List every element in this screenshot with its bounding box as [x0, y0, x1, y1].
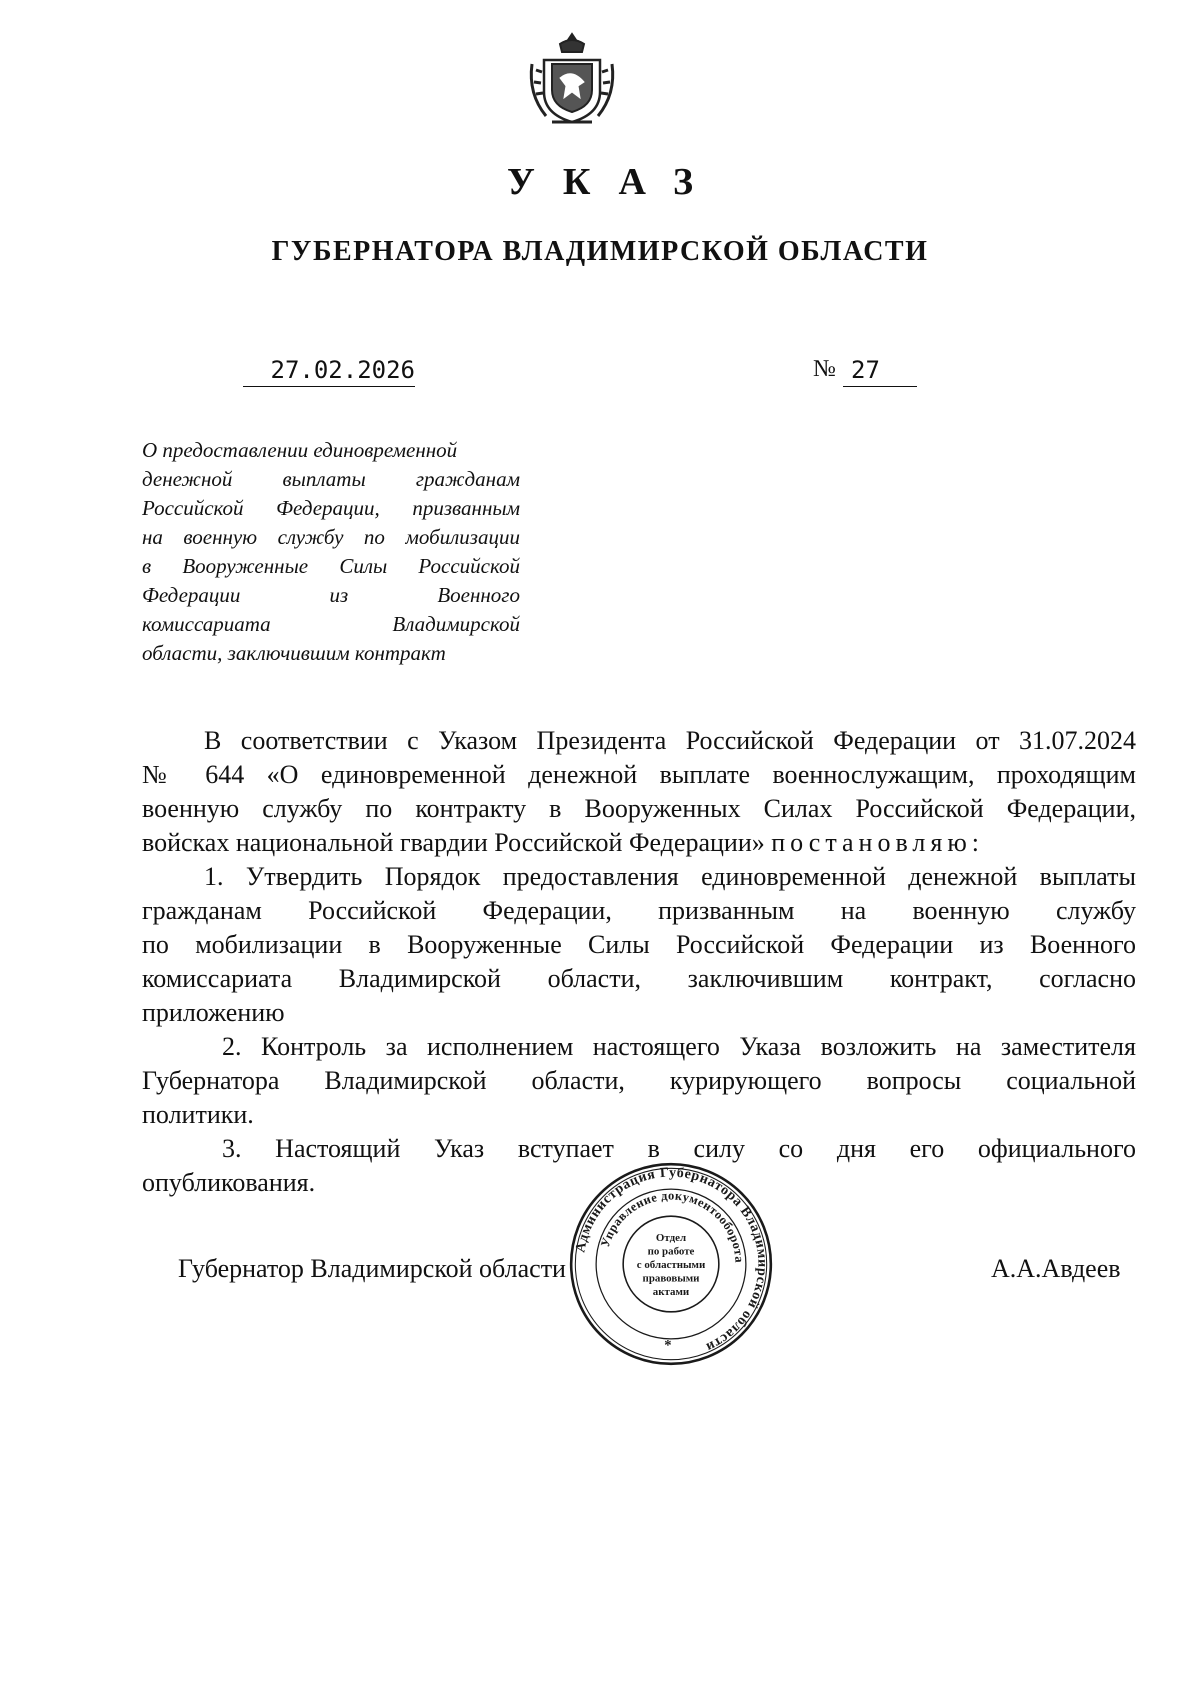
- stamp-center-line: правовыми: [642, 1272, 700, 1285]
- item-1-line: комиссариата Владимирской области, заключившим контракт, согласно: [142, 964, 1136, 993]
- item-1-line: по мобилизации в Вооруженные Силы Российской Федерации из Военного: [142, 930, 1136, 959]
- item-1-line: 1. Утвердить Порядок предоставления единовременной денежной выплаты: [204, 862, 1136, 891]
- heading-line: Российской Федерации, призванным: [142, 496, 520, 520]
- decree-number-label: №: [813, 356, 836, 382]
- document-subtitle: ГУБЕРНАТОРА ВЛАДИМИРСКОЙ ОБЛАСТИ: [271, 236, 929, 267]
- preamble-last-text: войсках национальной гвардии Российской Федерации»: [142, 828, 765, 857]
- decree-heading: [142, 436, 520, 668]
- item-2-line: Губернатора Владимирской области, курирующего вопросы социальной: [142, 1066, 1136, 1095]
- decree-body: [142, 724, 1136, 1200]
- item-1-line: приложению: [142, 998, 285, 1027]
- item-2-line: политики.: [142, 1100, 254, 1129]
- decree-word: постановляю:: [771, 828, 984, 857]
- stamp-star: *: [664, 1337, 672, 1354]
- decree-date: 27.02.2026: [243, 356, 415, 387]
- heading-line: денежной выплаты гражданам: [142, 467, 520, 491]
- heading-line: в Вооруженные Силы Российской: [142, 554, 520, 578]
- item-3-line: 3. Настоящий Указ вступает в силу со дня его официального: [222, 1134, 1136, 1163]
- official-stamp-icon: [567, 1160, 775, 1368]
- preamble-line: В соответствии с Указом Президента Российской Федерации от 31.07.2024: [204, 726, 1136, 755]
- stamp-center-line: с областными: [636, 1259, 706, 1272]
- item-2-line: 2. Контроль за исполнением настоящего Указа возложить на заместителя: [222, 1032, 1136, 1061]
- document-title: УКАЗ: [507, 161, 721, 203]
- decree-number: 27: [843, 356, 917, 387]
- preamble-line: военную службу по контракту в Вооруженных Силах Российской Федерации,: [142, 794, 1136, 823]
- heading-line: комиссариата Владимирской: [142, 612, 520, 636]
- preamble-line: № 644 «О единовременной денежной выплате военнослужащим, проходящим: [142, 760, 1136, 789]
- heading-line: Федерации из Военного: [142, 583, 520, 607]
- stamp-center-line: по работе: [647, 1245, 695, 1258]
- coat-of-arms-icon: [522, 30, 622, 130]
- signature-name: А.А.Авдеев: [991, 1254, 1121, 1283]
- item-1-line: гражданам Российской Федерации, призванным на военную службу: [142, 896, 1136, 925]
- preamble-line: [142, 826, 1136, 860]
- heading-line: О предоставлении единовременной: [142, 438, 458, 462]
- stamp-center-line: актами: [652, 1286, 690, 1299]
- stamp-outer-text: Администрация Губернатора Владимирской области: [572, 1164, 771, 1356]
- stamp-center-line: Отдел: [655, 1232, 687, 1245]
- stamp-inner-text: Управление документооборота: [597, 1188, 747, 1264]
- heading-line: области, заключившим контракт: [142, 641, 446, 665]
- item-3-line: опубликования.: [142, 1168, 316, 1197]
- heading-line: на военную службу по мобилизации: [142, 525, 520, 549]
- signature-position: Губернатор Владимирской области: [178, 1254, 566, 1283]
